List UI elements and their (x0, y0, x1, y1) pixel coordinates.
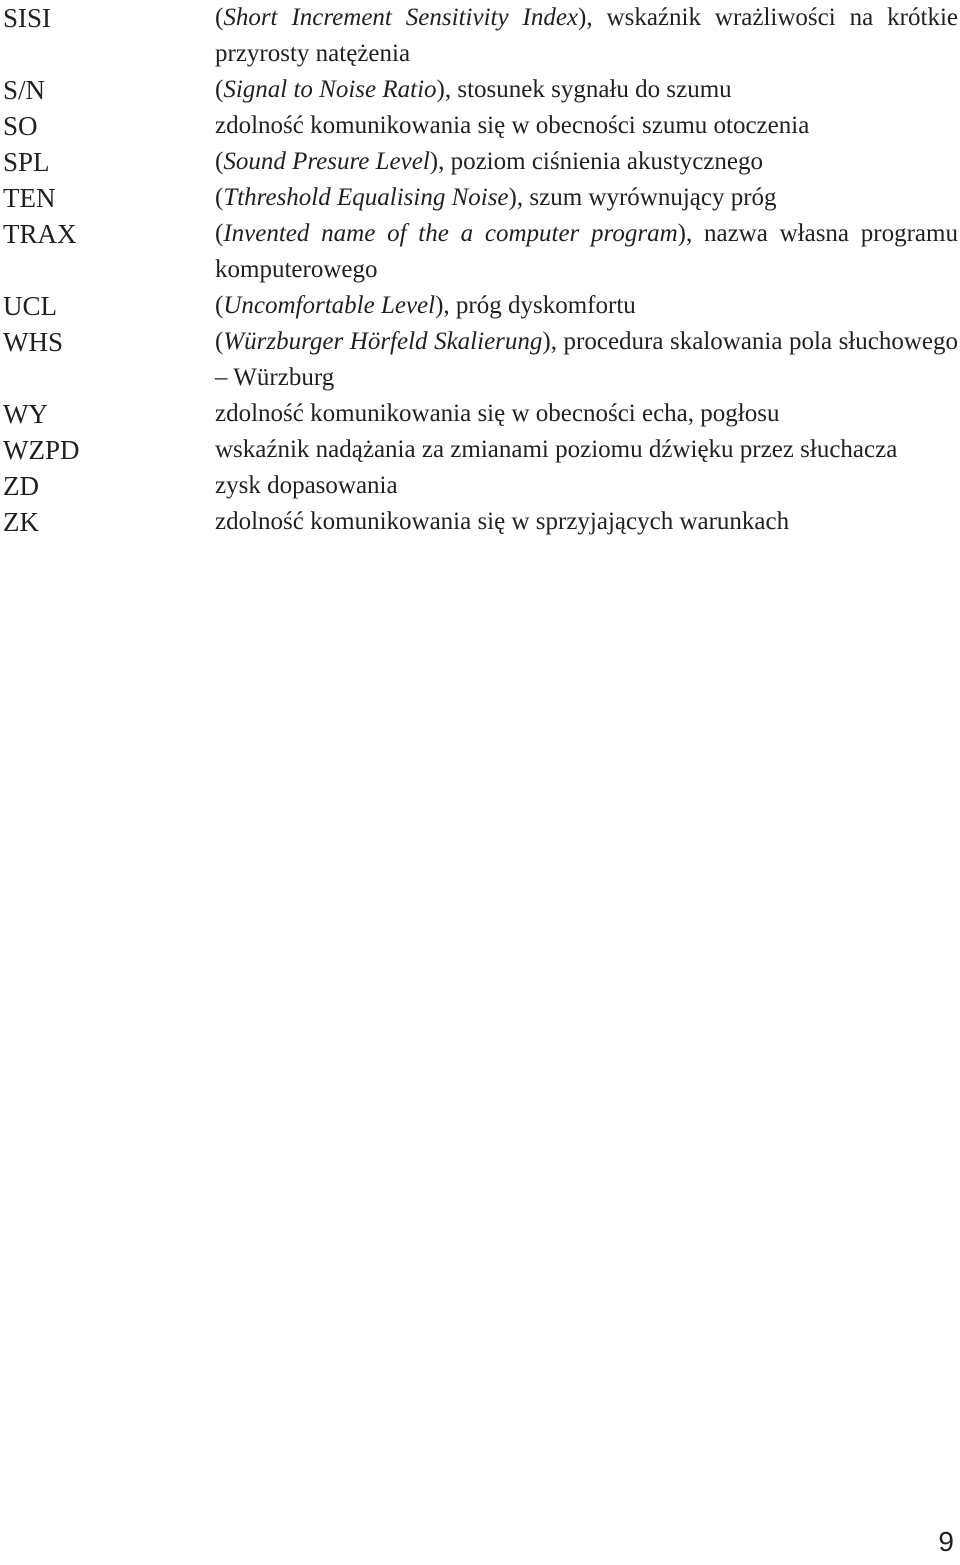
glossary-row-zd (0, 468, 960, 504)
definition-italic-term: Würzburger Hörfeld Skalierung (223, 328, 543, 355)
abbreviation-term: UCL (3, 291, 57, 321)
abbreviation-term: S/N (3, 75, 46, 105)
abbreviation-term: SO (3, 111, 38, 141)
definition-text: zdolność komunikowania się w obecności szumu otoczenia (215, 112, 810, 139)
glossary-row-wy (0, 396, 960, 432)
definition-text: ), próg dyskomfortu (435, 292, 636, 319)
abbreviation-term: WZPD (3, 435, 80, 465)
page-number: 9 (938, 1526, 954, 1557)
abbreviation-definition (215, 288, 958, 324)
glossary-row-spl (0, 144, 960, 180)
abbreviation-term: ZK (3, 507, 39, 537)
definition-text: zdolność komunikowania się w sprzyjających warunkach (215, 508, 790, 535)
glossary-row-so (0, 108, 960, 144)
definition-text: wskaźnik nadążania za zmianami poziomu dźwięku przez słuchacza (215, 436, 898, 463)
definition-italic-term: Tthreshold Equalising Noise (223, 184, 509, 211)
definition-italic-term: Short Increment Sensitivity Index (223, 4, 579, 31)
abbreviation-definition (215, 180, 958, 216)
abbreviation-term: SISI (3, 3, 52, 33)
abbreviation-definition (215, 396, 958, 432)
abbreviation-definition (215, 324, 958, 396)
abbreviation-definition (215, 468, 958, 504)
definition-text: zdolność komunikowania się w obecności echa, pogłosu (215, 400, 780, 427)
abbreviation-term: SPL (3, 147, 50, 177)
definition-text: ), wskaźnik wrażliwości na krótkie przyrosty natężenia (215, 4, 958, 67)
definition-italic-term: Uncomfortable Level (223, 292, 436, 319)
glossary-row-zk (0, 504, 960, 540)
abbreviation-definition (215, 432, 958, 468)
definition-prefix: ( (215, 328, 224, 355)
abbreviation-definition (215, 504, 958, 540)
definition-text: zysk dopasowania (215, 472, 398, 499)
definition-prefix: ( (215, 292, 224, 319)
definition-italic-term: Signal to Noise Ratio (223, 76, 437, 103)
definition-prefix: ( (215, 76, 224, 103)
abbreviation-glossary (0, 0, 960, 540)
definition-text: ), szum wyrównujący próg (508, 184, 777, 211)
abbreviation-term: ZD (3, 471, 39, 501)
glossary-row-whs (0, 324, 960, 396)
abbreviation-definition (215, 144, 958, 180)
abbreviation-definition (215, 72, 958, 108)
definition-text: ), stosunek sygnału do szumu (436, 76, 732, 103)
abbreviation-term: WHS (3, 327, 63, 357)
glossary-row-ucl (0, 288, 960, 324)
abbreviation-definition (215, 0, 958, 72)
definition-text: ), procedura skalowania pola słuchowego – Würzburg (215, 328, 958, 391)
glossary-row-trax (0, 216, 960, 288)
definition-prefix: ( (215, 220, 224, 247)
definition-italic-term: Sound Presure Level (223, 148, 430, 175)
definition-text: ), poziom ciśnienia akustycznego (429, 148, 763, 175)
glossary-row-sisi (0, 0, 960, 72)
glossary-row-s-n (0, 72, 960, 108)
abbreviation-term: TRAX (3, 219, 77, 249)
abbreviation-term: TEN (3, 183, 56, 213)
definition-italic-term: Invented name of the a computer program (223, 220, 678, 247)
definition-prefix: ( (215, 148, 224, 175)
glossary-row-ten (0, 180, 960, 216)
abbreviation-term: WY (3, 399, 48, 429)
abbreviation-definition (215, 108, 958, 144)
glossary-row-wzpd (0, 432, 960, 468)
definition-text: ), nazwa własna programu komputerowego (215, 220, 958, 283)
definition-prefix: ( (215, 184, 224, 211)
definition-prefix: ( (215, 4, 224, 31)
abbreviation-definition (215, 216, 958, 288)
